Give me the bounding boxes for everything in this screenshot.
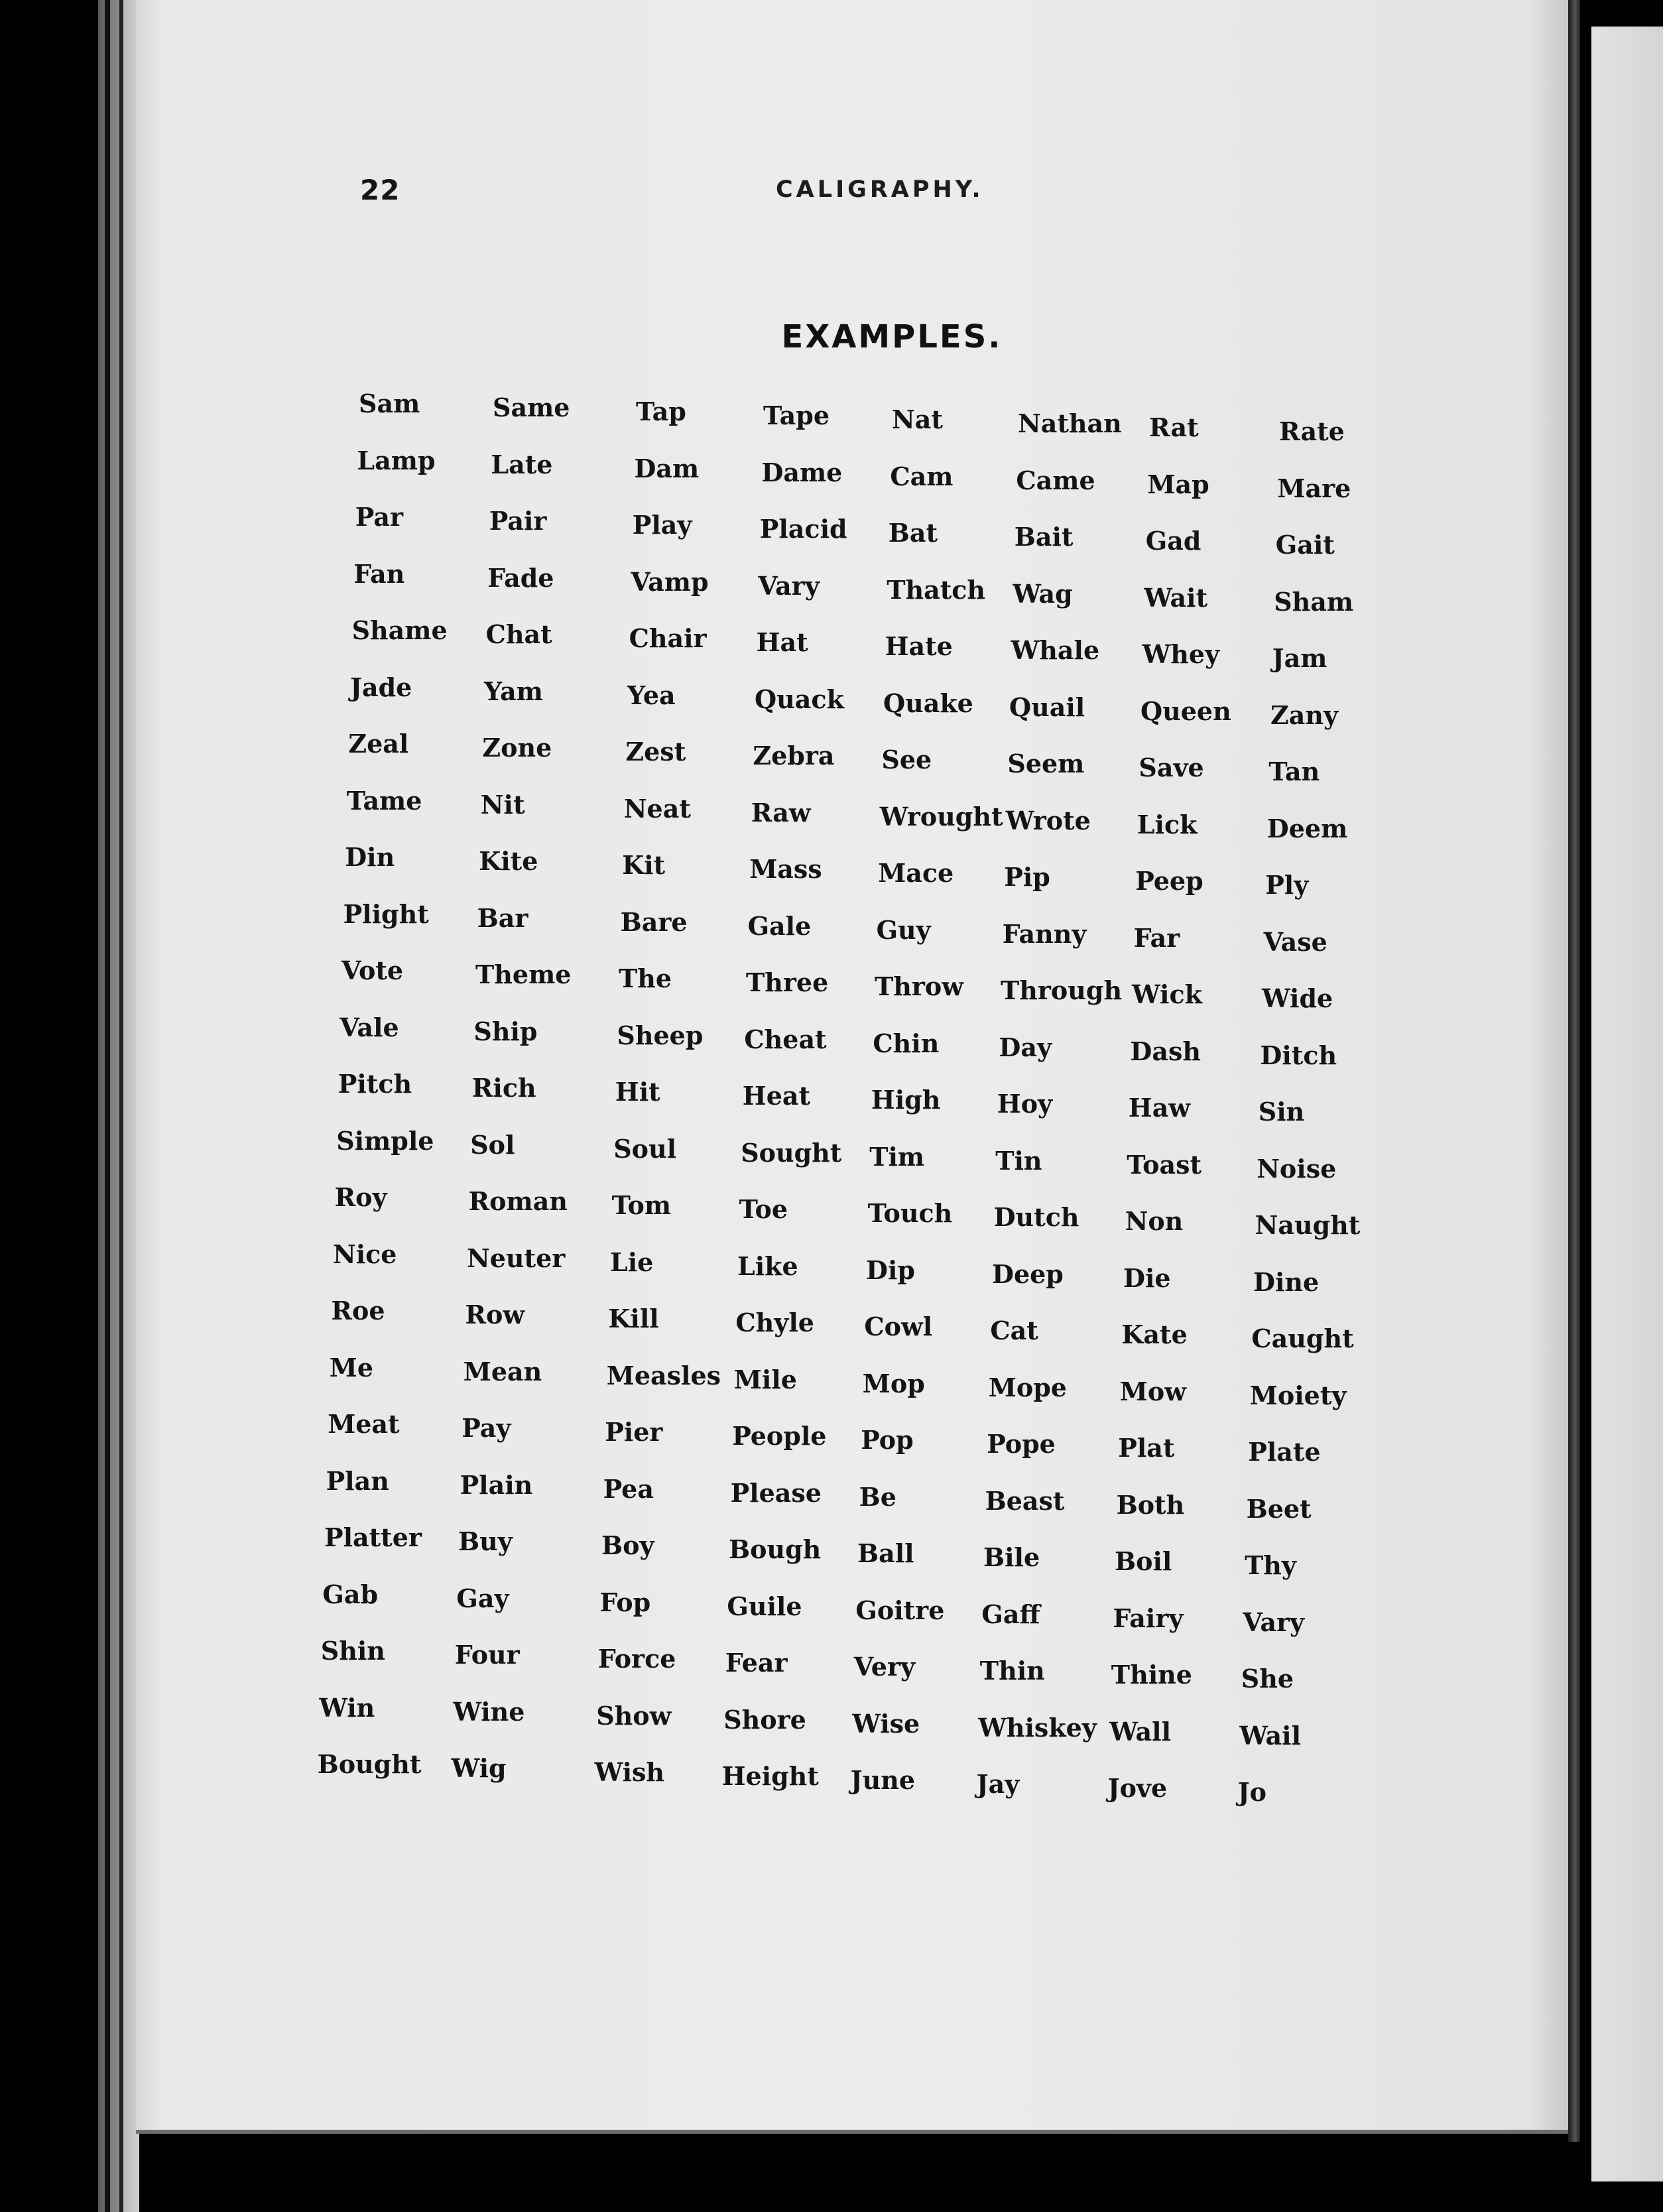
example-word: Zebra bbox=[753, 741, 835, 770]
example-word: Show bbox=[596, 1700, 672, 1731]
example-word: Non bbox=[1125, 1206, 1184, 1236]
example-word: Play bbox=[632, 510, 692, 540]
example-word: Fanny bbox=[1002, 918, 1087, 949]
example-word: Hate bbox=[885, 631, 953, 661]
example-word: Roe bbox=[331, 1296, 385, 1325]
example-word: Tape bbox=[763, 400, 830, 430]
example-word: Plight bbox=[343, 898, 429, 929]
example-word: Far bbox=[1133, 922, 1180, 953]
example-word: Plat bbox=[1118, 1433, 1175, 1463]
example-word: Pop bbox=[861, 1425, 914, 1455]
example-word: Quack bbox=[755, 684, 844, 714]
example-word: Naught bbox=[1255, 1210, 1361, 1240]
example-word: Tan bbox=[1268, 757, 1320, 786]
example-word: Wise bbox=[852, 1708, 920, 1739]
example-word: Jay bbox=[976, 1769, 1020, 1799]
example-word: Pair bbox=[489, 506, 547, 536]
example-word: Mean bbox=[463, 1356, 542, 1386]
example-word: The bbox=[619, 963, 672, 993]
example-word: Tim bbox=[869, 1141, 925, 1172]
example-word: Mow bbox=[1119, 1376, 1186, 1406]
example-word: Caught bbox=[1251, 1323, 1354, 1353]
example-word: Mope bbox=[988, 1372, 1067, 1402]
example-word: Jo bbox=[1237, 1777, 1266, 1807]
example-word: Vary bbox=[758, 570, 820, 601]
example-word: Plan bbox=[326, 1465, 389, 1496]
example-word: Cat bbox=[990, 1316, 1038, 1345]
example-word: Kite bbox=[479, 846, 538, 876]
example-word: Pitch bbox=[338, 1069, 412, 1099]
example-word: Height bbox=[721, 1761, 819, 1791]
example-word: Fairy bbox=[1113, 1603, 1184, 1633]
example-word: Whale bbox=[1011, 635, 1100, 665]
example-word: Dine bbox=[1253, 1266, 1320, 1297]
section-title: EXAMPLES. bbox=[781, 318, 1003, 355]
example-word: Chair bbox=[629, 623, 707, 653]
example-word: Plain bbox=[460, 1469, 533, 1500]
example-word: Win bbox=[319, 1692, 375, 1723]
example-word: Pea bbox=[603, 1473, 654, 1504]
example-word: Roman bbox=[468, 1186, 568, 1216]
example-word: Vote bbox=[341, 955, 404, 985]
example-word: Zest bbox=[625, 737, 686, 767]
example-word: Fade bbox=[487, 562, 554, 593]
example-word: Hit bbox=[615, 1077, 660, 1107]
example-word: Sham bbox=[1274, 586, 1354, 617]
example-word: Jam bbox=[1272, 643, 1327, 673]
example-word: Pay bbox=[462, 1413, 511, 1443]
example-word: Vary bbox=[1243, 1607, 1305, 1637]
example-word: Noise bbox=[1257, 1153, 1337, 1184]
example-word: Wig bbox=[451, 1753, 507, 1783]
example-word: Wine bbox=[453, 1696, 525, 1727]
page-right-edge bbox=[1568, 0, 1580, 2142]
example-word: Hoy bbox=[997, 1089, 1053, 1119]
example-word: Rat bbox=[1149, 412, 1199, 442]
example-word: Toe bbox=[739, 1194, 788, 1224]
example-word: Me bbox=[329, 1352, 374, 1382]
example-word: She bbox=[1241, 1664, 1294, 1693]
example-word: Yam bbox=[484, 676, 544, 706]
example-word: Deep bbox=[992, 1259, 1064, 1289]
example-word: Please bbox=[730, 1477, 822, 1508]
example-word: Sheep bbox=[617, 1020, 704, 1050]
example-word: Bile bbox=[983, 1542, 1040, 1572]
example-word: Whey bbox=[1142, 639, 1220, 669]
example-word: Pier bbox=[605, 1417, 663, 1447]
book-binding-gutter bbox=[93, 0, 139, 2212]
example-word: Zeal bbox=[348, 729, 409, 759]
example-word: Four bbox=[454, 1640, 520, 1670]
example-word: Vale bbox=[339, 1012, 399, 1042]
example-word: Dip bbox=[866, 1255, 915, 1285]
example-word: Neat bbox=[623, 793, 691, 824]
example-word: Tin bbox=[995, 1145, 1042, 1176]
example-word: Shame bbox=[351, 615, 448, 645]
example-word: Beet bbox=[1246, 1493, 1312, 1524]
example-word: Ditch bbox=[1260, 1040, 1337, 1070]
example-word: Zany bbox=[1270, 700, 1339, 730]
example-word: Very bbox=[853, 1652, 916, 1682]
example-word: Wait bbox=[1144, 582, 1208, 613]
example-word: Be bbox=[859, 1481, 896, 1512]
example-word: Lamp bbox=[357, 445, 436, 475]
example-word: Zone bbox=[482, 733, 552, 763]
example-word: Mare bbox=[1277, 473, 1351, 503]
adjacent-page-edge bbox=[1591, 27, 1663, 2181]
example-word: Haw bbox=[1128, 1093, 1191, 1123]
example-word: Cheat bbox=[744, 1024, 827, 1054]
example-word: Touch bbox=[867, 1198, 953, 1228]
example-word: Thy bbox=[1245, 1550, 1296, 1580]
example-word: Day bbox=[999, 1032, 1052, 1062]
book-page bbox=[136, 0, 1568, 2134]
example-word: Dash bbox=[1130, 1036, 1201, 1066]
example-word: Save bbox=[1139, 753, 1204, 782]
example-word: Jove bbox=[1107, 1773, 1168, 1803]
example-word: Bought bbox=[317, 1749, 422, 1779]
example-word: Gad bbox=[1145, 526, 1201, 556]
example-word: Yea bbox=[627, 680, 676, 710]
example-word: Vase bbox=[1263, 926, 1327, 957]
example-word: Chyle bbox=[735, 1308, 814, 1337]
example-word: Tom bbox=[611, 1190, 672, 1220]
example-word: Peep bbox=[1135, 866, 1203, 896]
example-word: Dam bbox=[634, 453, 700, 483]
example-word: Nice bbox=[333, 1239, 397, 1269]
example-word: Whiskey bbox=[978, 1712, 1097, 1743]
running-head: CALIGRAPHY. bbox=[776, 176, 984, 203]
example-word: Sam bbox=[359, 389, 420, 418]
example-word: Dutch bbox=[993, 1202, 1079, 1232]
example-word: Kill bbox=[608, 1304, 659, 1333]
example-word: Wall bbox=[1109, 1716, 1172, 1747]
example-word: Quail bbox=[1009, 692, 1085, 722]
example-word: Shin bbox=[320, 1636, 385, 1666]
example-word: Plate bbox=[1248, 1437, 1321, 1467]
example-word: Wail bbox=[1239, 1720, 1302, 1751]
example-word: Fan bbox=[353, 558, 405, 589]
example-word: Buy bbox=[458, 1526, 513, 1556]
example-word: Din bbox=[345, 842, 395, 872]
example-word: Nit bbox=[480, 789, 525, 820]
example-word: See bbox=[881, 745, 932, 774]
example-word: Nat bbox=[892, 404, 943, 434]
example-word: Soul bbox=[613, 1133, 677, 1164]
example-word: Lick bbox=[1137, 809, 1198, 839]
example-word: Ball bbox=[857, 1538, 914, 1568]
example-word: Measles bbox=[606, 1360, 721, 1390]
example-word: Tame bbox=[346, 785, 422, 816]
example-word: Three bbox=[746, 967, 829, 997]
example-word: Dame bbox=[761, 457, 843, 487]
example-word: Seem bbox=[1007, 749, 1085, 778]
example-word: Goitre bbox=[855, 1595, 945, 1625]
example-word: Kit bbox=[622, 850, 666, 880]
example-word: Gaff bbox=[981, 1599, 1040, 1629]
example-word: Boil bbox=[1115, 1546, 1172, 1576]
example-word: Bait bbox=[1014, 522, 1074, 552]
example-word: Theme bbox=[475, 959, 572, 989]
example-word: Ply bbox=[1265, 870, 1309, 900]
example-word: Nathan bbox=[1018, 408, 1122, 438]
example-word: Bare bbox=[620, 906, 688, 937]
example-word: Wick bbox=[1132, 979, 1202, 1009]
example-word: Hat bbox=[756, 627, 808, 657]
example-word: Lie bbox=[610, 1247, 654, 1277]
example-word: Kate bbox=[1121, 1320, 1188, 1349]
example-word: Queen bbox=[1140, 696, 1231, 726]
example-word: Raw bbox=[751, 797, 811, 828]
example-word: Cam bbox=[890, 461, 954, 491]
example-word: Moiety bbox=[1249, 1380, 1347, 1410]
example-word: Pip bbox=[1004, 862, 1050, 892]
example-word: Sol bbox=[470, 1129, 515, 1160]
example-word: Tap bbox=[636, 397, 686, 426]
example-word: Fear bbox=[725, 1648, 788, 1678]
example-word: Fop bbox=[599, 1587, 651, 1617]
example-word: Throw bbox=[875, 971, 963, 1001]
word-list bbox=[136, 0, 1568, 2130]
example-word: Sin bbox=[1258, 1097, 1305, 1127]
example-word: Roy bbox=[334, 1182, 387, 1212]
example-word: Sought bbox=[741, 1137, 842, 1168]
example-word: Guile bbox=[727, 1591, 802, 1621]
example-word: Mile bbox=[733, 1364, 797, 1394]
example-word: Ship bbox=[473, 1016, 538, 1046]
example-word: Came bbox=[1016, 465, 1095, 495]
example-word: Jade bbox=[350, 672, 412, 702]
example-word: Bat bbox=[888, 518, 938, 548]
example-word: Like bbox=[737, 1251, 798, 1281]
example-word: Deem bbox=[1266, 813, 1348, 843]
example-word: Gay bbox=[456, 1583, 509, 1613]
example-word: Late bbox=[491, 449, 553, 479]
example-word: Gale bbox=[747, 910, 812, 941]
example-word: Boy bbox=[601, 1530, 654, 1560]
example-word: Both bbox=[1116, 1489, 1185, 1520]
example-word: Toast bbox=[1127, 1149, 1202, 1180]
example-word: Heat bbox=[742, 1081, 811, 1111]
example-word: Thine bbox=[1111, 1660, 1192, 1690]
example-word: Wide bbox=[1262, 983, 1333, 1013]
example-word: Wish bbox=[594, 1757, 665, 1787]
example-word: Mass bbox=[749, 854, 822, 884]
example-word: Meat bbox=[328, 1409, 400, 1439]
example-word: Quake bbox=[883, 688, 973, 718]
example-word: Thin bbox=[979, 1656, 1045, 1686]
example-word: Pope bbox=[987, 1429, 1056, 1459]
example-word: Wrought bbox=[879, 801, 1003, 831]
example-word: Mace bbox=[878, 858, 954, 888]
example-word: Mop bbox=[862, 1368, 925, 1398]
example-word: Par bbox=[355, 502, 403, 532]
example-word: Row bbox=[465, 1300, 525, 1329]
example-word: Guy bbox=[876, 914, 931, 945]
example-word: Shore bbox=[723, 1704, 806, 1735]
example-word: Gait bbox=[1275, 530, 1335, 560]
example-word: Chat bbox=[485, 619, 552, 649]
example-word: Same bbox=[493, 393, 570, 422]
example-word: Bough bbox=[729, 1534, 822, 1564]
example-word: Rate bbox=[1279, 416, 1345, 446]
example-word: High bbox=[871, 1085, 941, 1115]
example-word: Chin bbox=[873, 1028, 940, 1058]
example-word: Force bbox=[597, 1644, 676, 1674]
example-word: June bbox=[850, 1765, 916, 1795]
example-word: Placid bbox=[759, 514, 847, 544]
example-word: Wrote bbox=[1005, 805, 1091, 835]
example-word: Platter bbox=[324, 1522, 422, 1552]
example-word: Map bbox=[1147, 469, 1209, 499]
example-word: Simple bbox=[336, 1125, 434, 1156]
page-number: 22 bbox=[360, 174, 400, 206]
example-word: Wag bbox=[1013, 578, 1073, 609]
example-word: Through bbox=[1001, 975, 1123, 1005]
example-word: Die bbox=[1123, 1262, 1171, 1293]
example-word: Gab bbox=[322, 1579, 379, 1609]
example-word: Beast bbox=[985, 1485, 1065, 1516]
example-word: People bbox=[732, 1421, 827, 1451]
example-word: Bar bbox=[477, 902, 528, 933]
example-word: Cowl bbox=[864, 1312, 933, 1341]
example-word: Thatch bbox=[887, 574, 986, 605]
example-word: Vamp bbox=[631, 566, 709, 597]
example-word: Neuter bbox=[467, 1243, 566, 1273]
example-word: Rich bbox=[471, 1073, 536, 1103]
